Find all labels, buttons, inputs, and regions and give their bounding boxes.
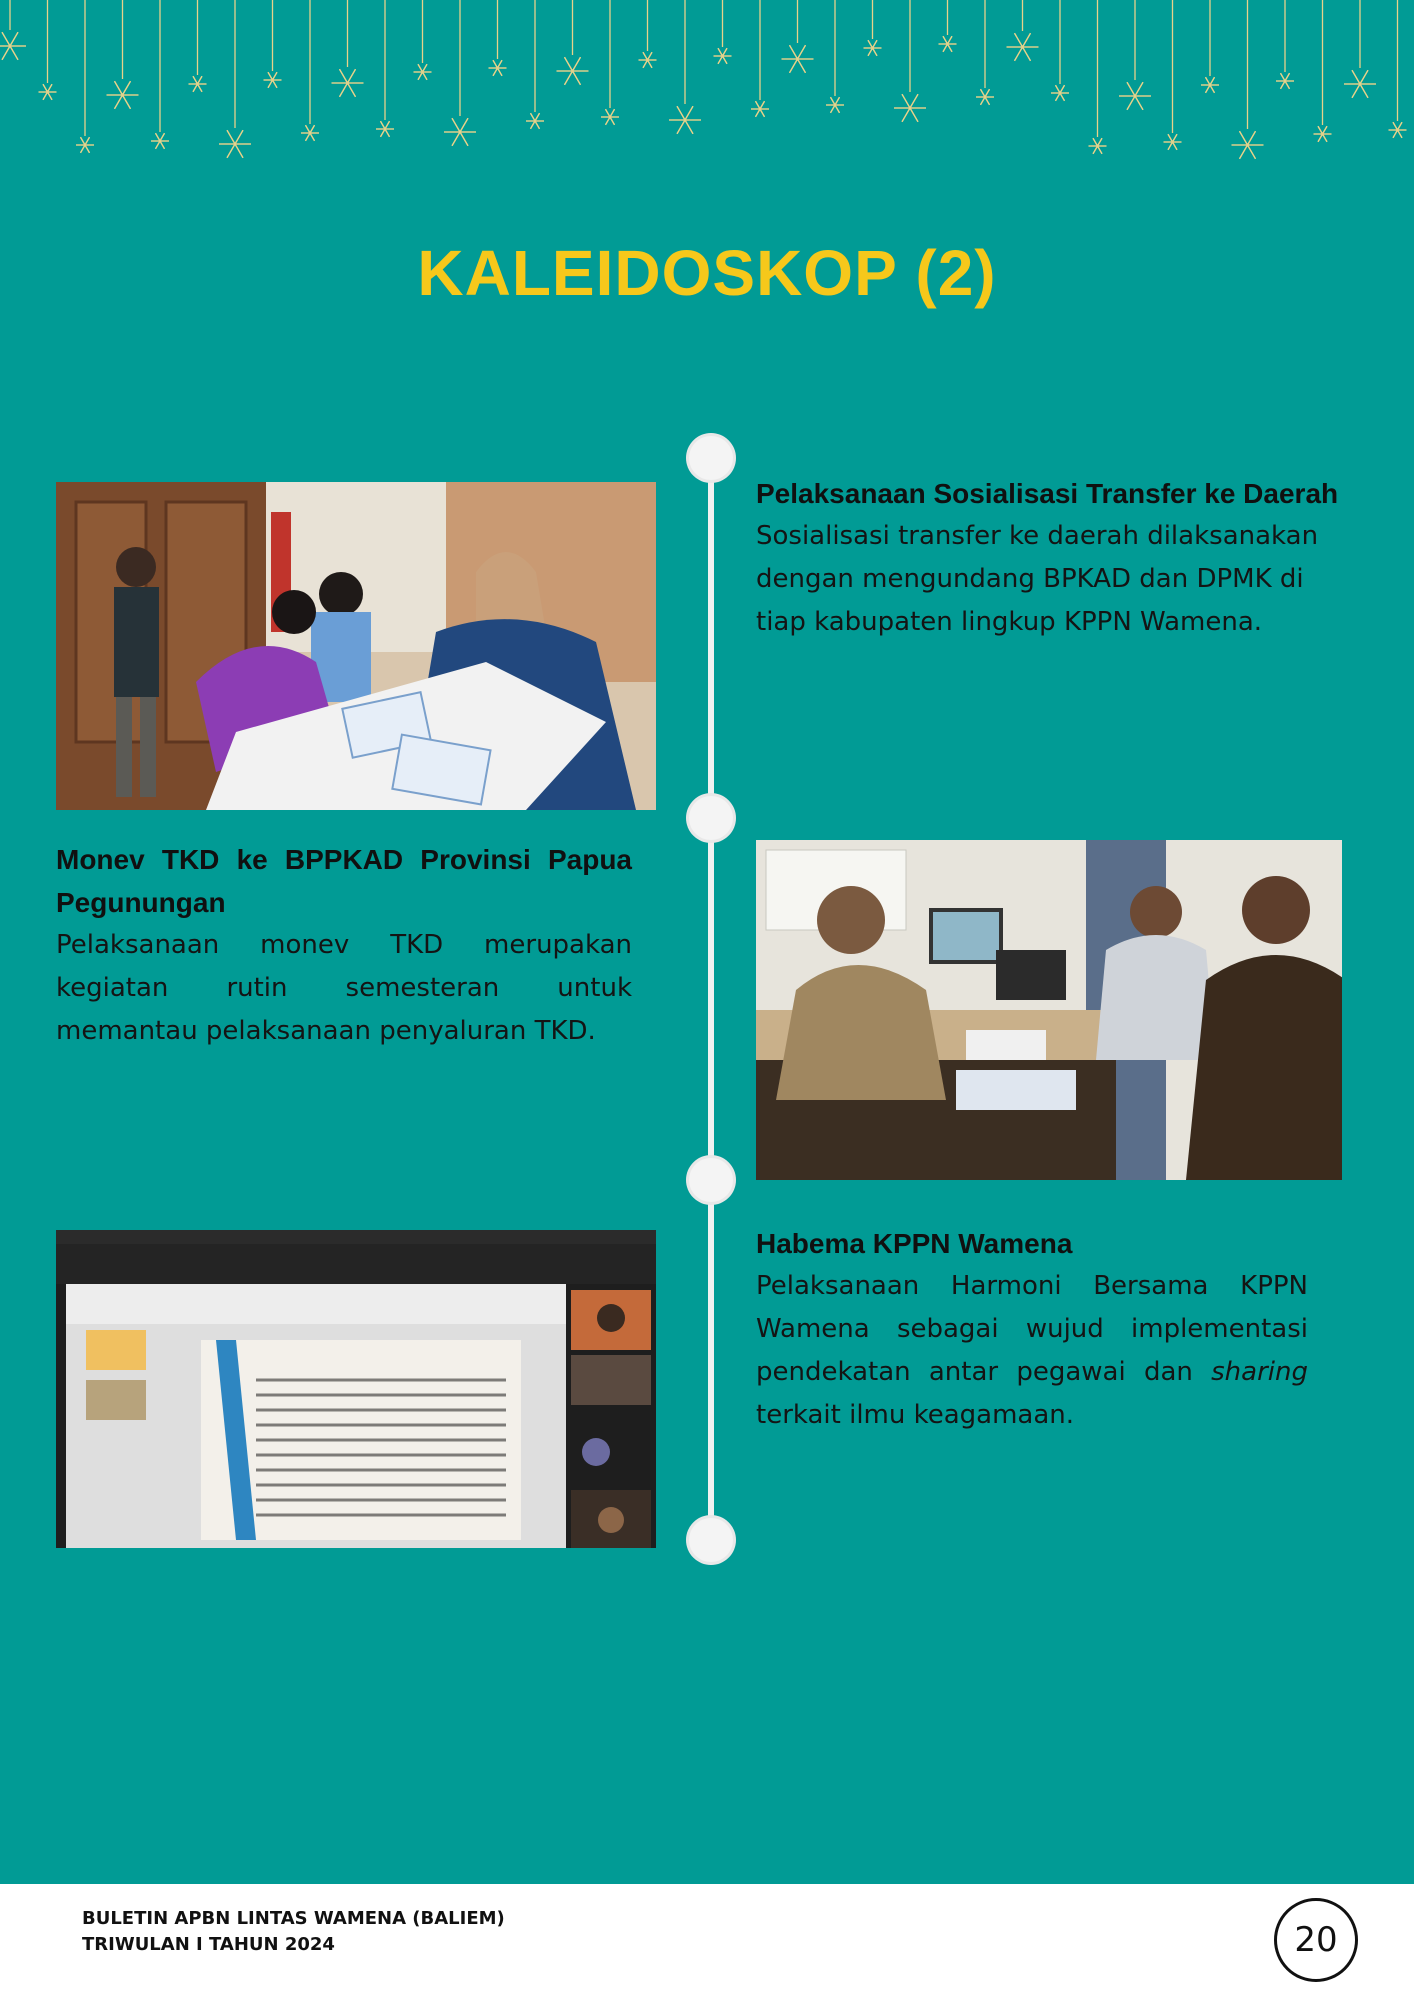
snowflake-ornament — [489, 60, 507, 76]
snowflake-ornament — [107, 81, 139, 109]
snowflake-ornament — [0, 32, 26, 60]
snowflake-ornament — [976, 89, 994, 105]
item-body-emphasis: sharing — [1211, 1357, 1308, 1387]
timeline-node — [689, 436, 733, 480]
timeline-item — [756, 472, 1346, 644]
snowflake-ornament — [1314, 126, 1332, 142]
timeline-node — [689, 1518, 733, 1562]
photo-monev-meeting — [756, 840, 1342, 1180]
item-body: Pelaksanaan monev TKD merupakan kegiatan rutin semesteran untuk memantau pelaksanaan penyaluran TKD. — [56, 930, 632, 1046]
snowflake-ornament — [826, 97, 844, 113]
item-title: Habema KPPN Wamena — [756, 1228, 1073, 1259]
snowflake-ornament — [1201, 77, 1219, 93]
snowflake-ornament — [714, 48, 732, 64]
snowflake-ornament — [601, 109, 619, 125]
snowflake-ornament — [669, 106, 701, 134]
snowflake-ornament — [1344, 70, 1376, 98]
snowflake-ornament — [332, 69, 364, 97]
snowflake-ornament — [414, 64, 432, 80]
page-title: KALEIDOSKOP (2) — [417, 237, 997, 309]
footer-publication: BULETIN APBN LINTAS WAMENA (BALIEM) — [82, 1908, 505, 1929]
snowflake-ornament — [219, 130, 251, 158]
item-body: Pelaksanaan Harmoni Bersama KPPN Wamena sebagai wujud implementasi pendekatan antar pegawai dan sharing terkait ilmu keagamaan. — [756, 1271, 1308, 1430]
snowflake-ornament — [301, 125, 319, 141]
snowflake-ornament — [376, 121, 394, 137]
snowflake-ornament — [1089, 138, 1107, 154]
snowflake-ornament — [557, 57, 589, 85]
snowflake-ornament — [1389, 122, 1407, 138]
snowflake-ornament — [939, 36, 957, 52]
snowflake-ornament — [782, 45, 814, 73]
snowflake-ornament — [751, 101, 769, 117]
snowflake-ornament — [1007, 33, 1039, 61]
snowflake-ornament — [526, 113, 544, 129]
snowflake-ornament — [1276, 73, 1294, 89]
snowflake-ornament — [444, 118, 476, 146]
timeline-node — [689, 1158, 733, 1202]
page-number: 20 — [1274, 1898, 1358, 1982]
snowflake-ornament — [864, 40, 882, 56]
snowflake-ornament — [76, 137, 94, 153]
photo-sosialisasi-registration — [56, 482, 656, 810]
snowflake-ornament — [1051, 85, 1069, 101]
snowflake-ornament — [264, 72, 282, 88]
snowflake-ornament — [189, 76, 207, 92]
photo-habema-online-meeting — [56, 1230, 656, 1548]
snowflake-ornament — [1164, 134, 1182, 150]
snowflake-ornament — [1232, 131, 1264, 159]
timeline-item — [756, 1222, 1308, 1437]
hanging-snowflake-ornaments — [0, 0, 1414, 190]
snowflake-ornament — [894, 94, 926, 122]
timeline-item — [56, 838, 632, 1053]
item-title: Monev TKD ke BPPKAD Provinsi Papua Pegunungan — [56, 844, 632, 918]
timeline-node — [689, 796, 733, 840]
snowflake-ornament — [39, 84, 57, 100]
snowflake-ornament — [151, 133, 169, 149]
timeline-line — [708, 458, 714, 1538]
item-title: Pelaksanaan Sosialisasi Transfer ke Daerah — [756, 478, 1339, 509]
footer-period: TRIWULAN I TAHUN 2024 — [82, 1934, 335, 1955]
item-body: Sosialisasi transfer ke daerah dilaksanakan dengan mengundang BPKAD dan DPMK di tiap kabupaten lingkup KPPN Wamena. — [756, 521, 1319, 637]
snowflake-ornament — [1119, 82, 1151, 110]
snowflake-ornament — [639, 52, 657, 68]
